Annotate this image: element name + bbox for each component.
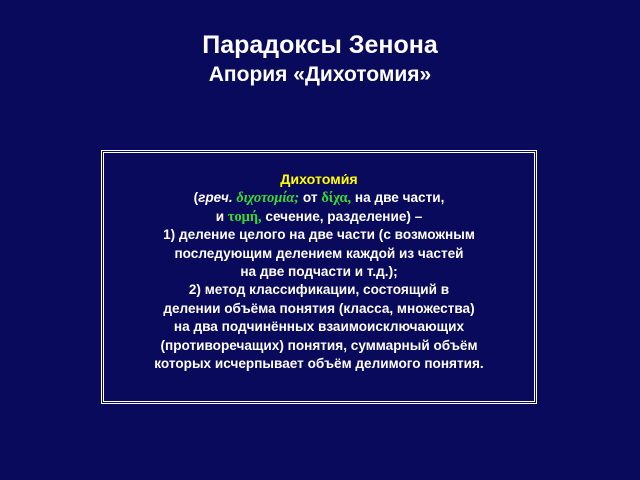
slide-title: Парадоксы Зенона bbox=[202, 31, 438, 59]
definition-text bbox=[104, 153, 534, 401]
root-1-meaning: на две части, bbox=[354, 190, 445, 206]
definition-line: 1) деление целого на две части (с возможным bbox=[163, 227, 475, 243]
definition-line: последующим делением каждой из частей bbox=[174, 245, 464, 261]
greek-root-1: δίχα, bbox=[321, 190, 352, 207]
definition-line: делении объёма понятия (класса, множества) bbox=[163, 300, 475, 316]
definition-line: 2) метод классификации, состоящий в bbox=[188, 282, 450, 298]
definition-line: на две подчасти и т.д.); bbox=[240, 264, 398, 280]
etymology-lang: греч. bbox=[198, 190, 233, 206]
etymology-and: и bbox=[215, 208, 225, 224]
definition-term: Дихотоми́я bbox=[280, 172, 358, 188]
root-2-meaning: сечение, разделение) – bbox=[265, 208, 423, 224]
greek-word: διχοτομία; bbox=[236, 190, 300, 207]
greek-root-2: τομή, bbox=[227, 208, 262, 225]
definition-line: на два подчинённых взаимоисключающих bbox=[173, 319, 465, 335]
definition-box bbox=[101, 150, 537, 404]
etymology-open: ( bbox=[193, 190, 199, 206]
etymology-line-2 bbox=[104, 208, 534, 226]
definition-line: которых исчерпывает объём делимого понятия. bbox=[154, 356, 484, 372]
etymology-line-1 bbox=[104, 189, 534, 207]
slide-subtitle: Апория «Дихотомия» bbox=[208, 63, 432, 86]
etymology-from: от bbox=[302, 190, 318, 206]
definition-line: (противоречащих) понятия, суммарный объём bbox=[160, 337, 478, 353]
